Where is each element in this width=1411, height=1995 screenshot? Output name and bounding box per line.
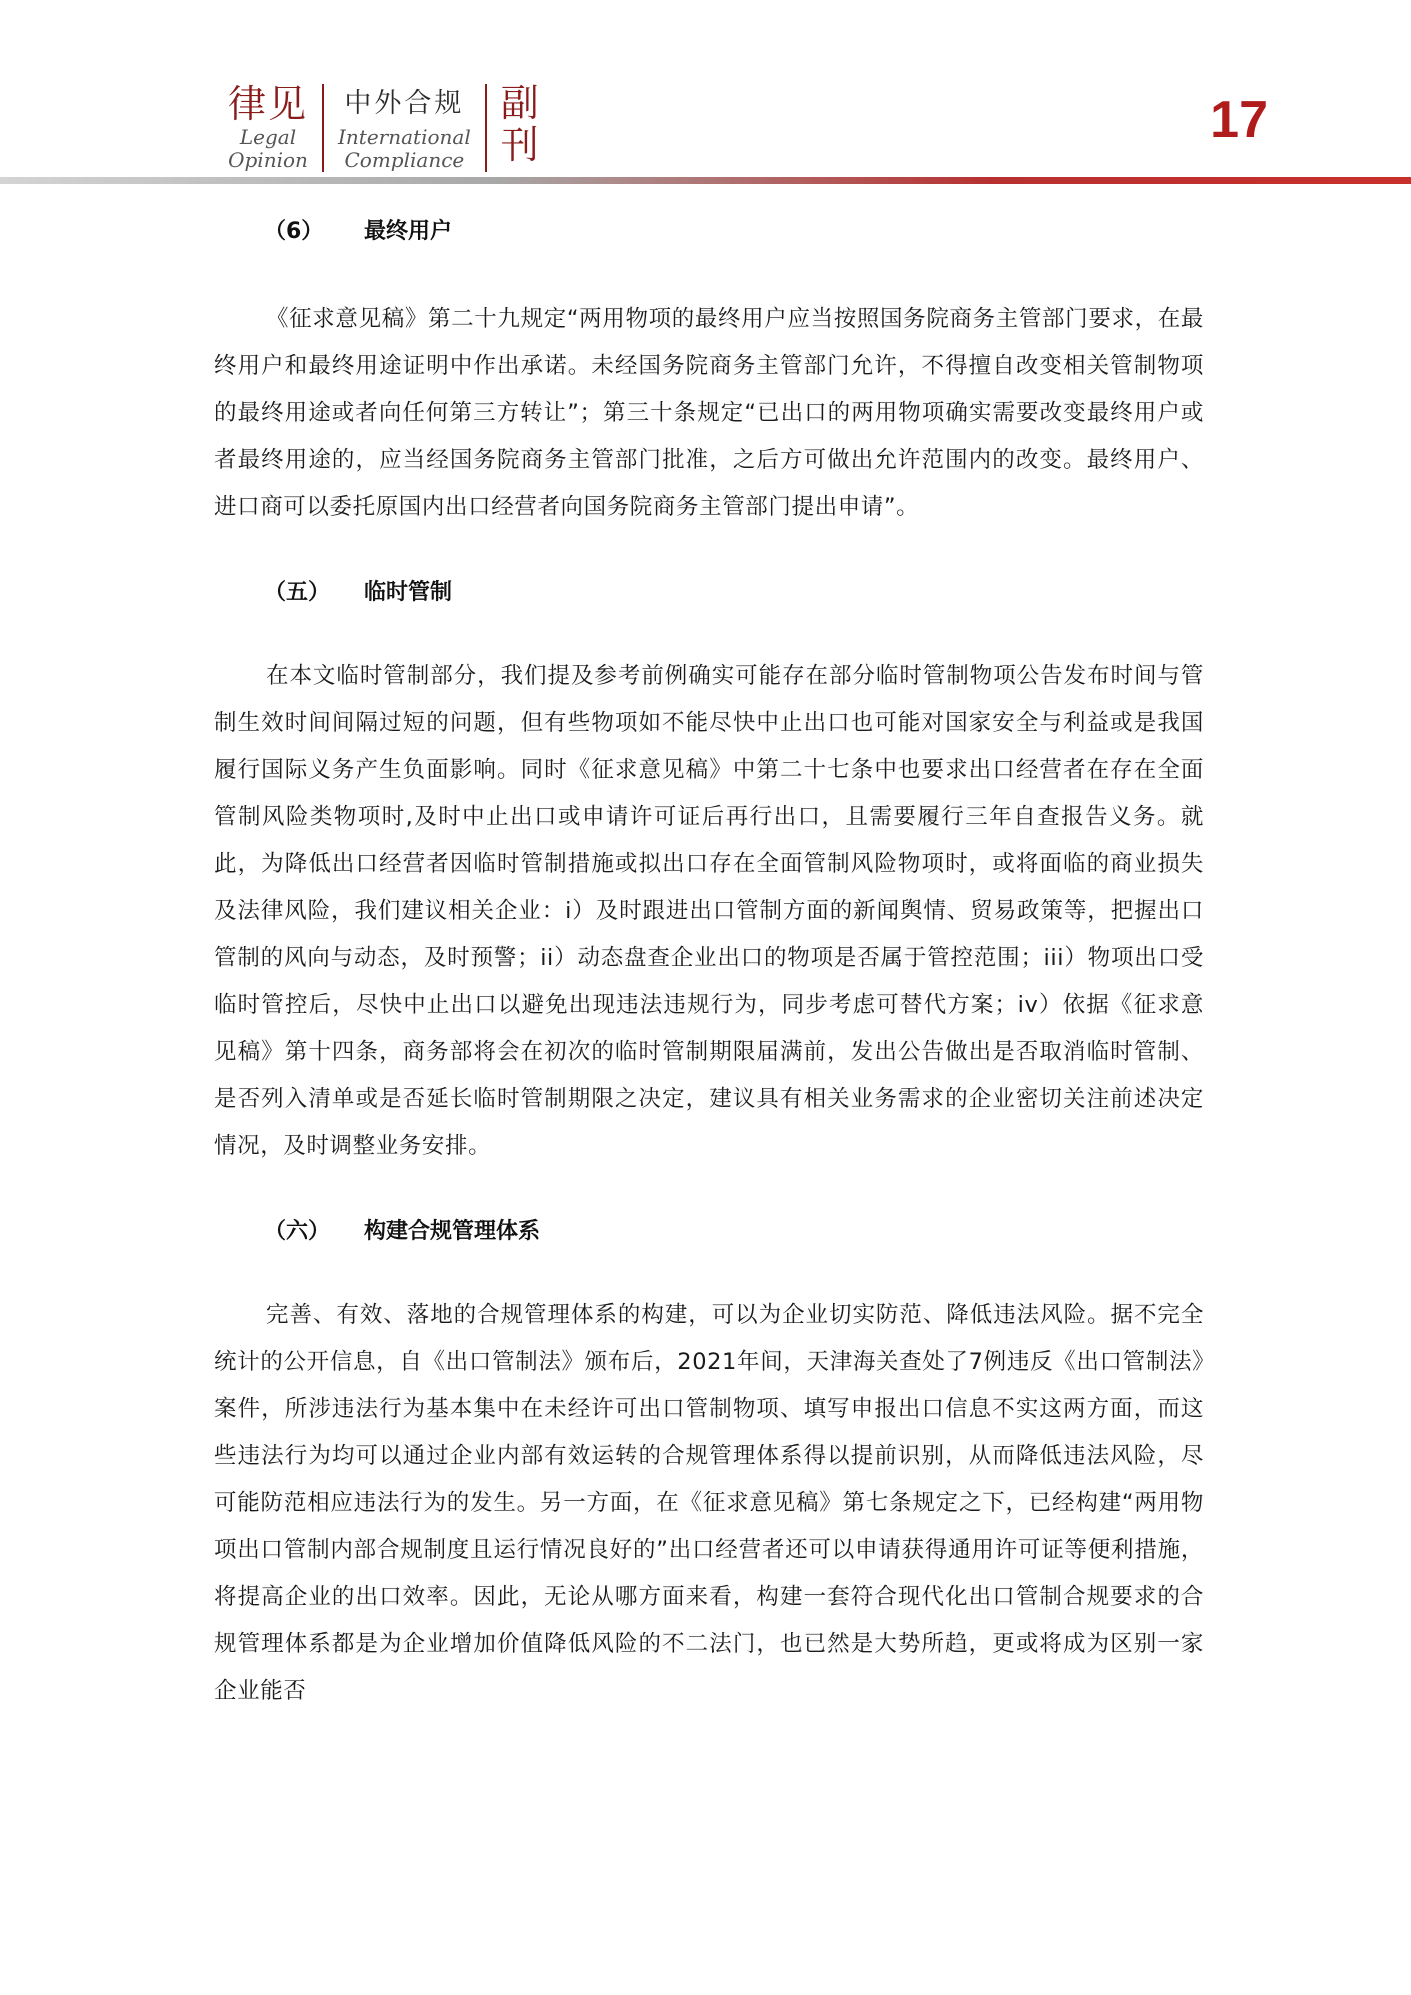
publication-logo — [228, 82, 539, 174]
logo-text-legal: Legal — [239, 125, 297, 149]
logo-legal-opinion — [228, 82, 308, 172]
page-header — [0, 0, 1411, 190]
page-number: 17 — [1210, 91, 1268, 149]
section-end-user — [214, 210, 1204, 531]
section-number: （6） — [264, 219, 324, 244]
section-number: （六） — [264, 1219, 331, 1244]
header-rule — [0, 177, 1411, 184]
paragraph: 完善、有效、落地的合规管理体系的构建，可以为企业切实防范、降低违法风险。据不完全统计的公开信息，自《出口管制法》颁布后，2021年间，天津海关查处了7例违反《出口管制法》案件，所涉违法行为基本集中在未经许可出口管制物项、填写申报出口信息不实这两方面，而这些违法行为均可以通过企业内部有效运转的合规管理体系得以提前识别，从而降低违法风险，尽可能防范相应违法行为的发生。另一方面，在《征求意见稿》第七条规定之下，已经构建“两用物项出口管制内部合规制度且运行情况良好的”出口经营者还可以申请获得通用许可证等便利措施，将提高企业的出口效率。因此，无论从哪方面来看，构建一套符合现代化出口管制合规要求的合规管理体系都是为企业增加价值降低风险的不二法门，也已然是大势所趋，更或将成为区别一家企业能否 — [214, 1302, 1204, 1704]
logo-text-opinion: Opinion — [228, 148, 308, 172]
section-title: 临时管制 — [364, 580, 453, 605]
logo-international-compliance — [338, 82, 471, 172]
logo-supplement — [501, 82, 539, 166]
logo-divider — [485, 84, 487, 172]
section-title: 最终用户 — [364, 219, 453, 244]
paragraph: 《征求意见稿》第二十九规定“两用物项的最终用户应当按照国务院商务主管部门要求，在最终用户和最终用途证明中作出承诺。未经国务院商务主管部门允许，不得擅自改变相关管制物项的最终用途或者向任何第三方转让”；第三十条规定“已出口的两用物项确实需要改变最终用户或者最终用途的，应当经国务院商务主管部门批准，之后方可做出允许范围内的改变。最终用户、进口商可以委托原国内出口经营者向国务院商务主管部门提出申请”。 — [214, 306, 1204, 520]
paragraph: 在本文临时管制部分，我们提及参考前例确实可能存在部分临时管制物项公告发布时间与管制生效时间间隔过短的问题，但有些物项如不能尽快中止出口也可能对国家安全与利益或是我国履行国际义务产生负面影响。同时《征求意见稿》中第二十七条中也要求出口经营者在存在全面管制风险类物项时,及时中止出口或申请许可证后再行出口，且需要履行三年自查报告义务。就此，为降低出口经营者因临时管制措施或拟出口存在全面管制风险物项时，或将面临的商业损失及法律风险，我们建议相关企业：i）及时跟进出口管制方面的新闻舆情、贸易政策等，把握出口管制的风向与动态，及时预警；ii）动态盘查企业出口的物项是否属于管控范围；iii）物项出口受临时管控后，尽快中止出口以避免出现违法违规行为，同步考虑可替代方案；iv）依据《征求意见稿》第十四条，商务部将会在初次的临时管制期限届满前，发出公告做出是否取消临时管制、是否列入清单或是否延长临时管制期限之决定，建议具有相关业务需求的企业密切关注前述决定情况，及时调整业务安排。 — [214, 663, 1204, 1159]
logo-text-lvjian: 律见 — [228, 82, 309, 126]
logo-text-international: International — [338, 125, 471, 149]
section-title: 构建合规管理体系 — [364, 1219, 541, 1244]
logo-text-kan: 刊 — [500, 123, 539, 167]
section-compliance-system — [214, 1210, 1204, 1715]
logo-text-fu: 副 — [500, 81, 539, 125]
section-temporary-control — [214, 571, 1204, 1170]
section-heading — [264, 571, 1204, 615]
section-number: （五） — [264, 580, 331, 605]
logo-text-zhongwaihegui: 中外合规 — [344, 88, 465, 119]
article-body — [214, 210, 1204, 1715]
section-heading — [264, 1210, 1204, 1254]
logo-divider — [322, 84, 324, 172]
logo-text-compliance: Compliance — [344, 148, 465, 172]
section-heading — [264, 210, 1204, 254]
